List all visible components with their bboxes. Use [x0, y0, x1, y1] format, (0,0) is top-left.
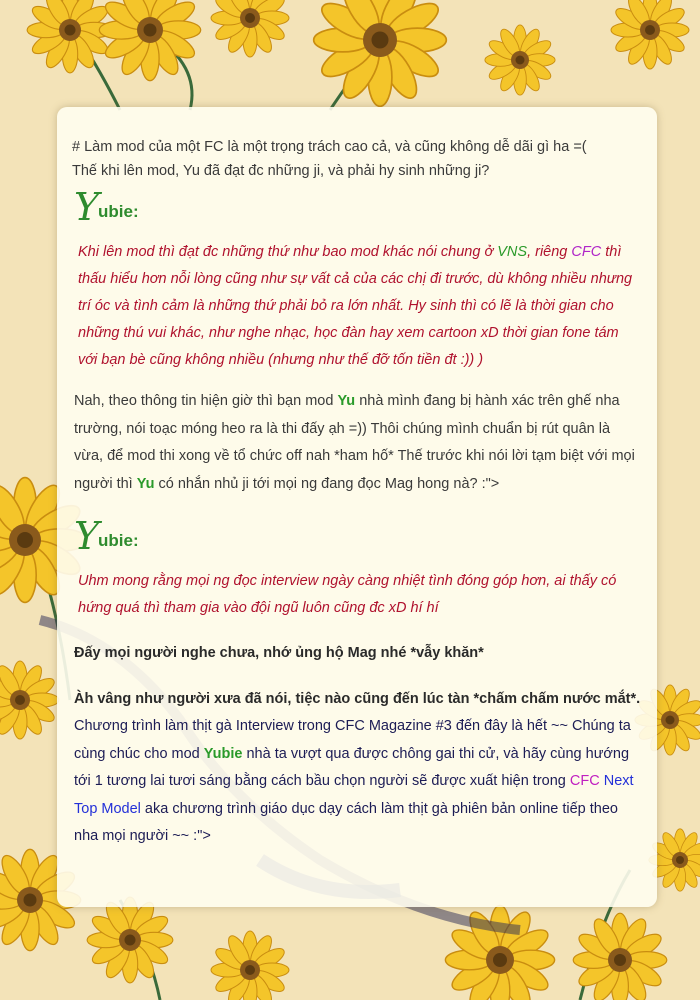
- yubie-name: Yubie: [203, 745, 243, 762]
- paragraph-4-text-c: nhà ta vượt qua được chông gai thi cử, và hãy cùng hướng tới 1 tương lai tươi sáng bằng cách bầu chọn người sẽ được xuất hiện trong: [74, 745, 630, 789]
- cfc-name: CFC: [569, 773, 600, 789]
- paragraph-2-text-b: nhà mình đang bị hành xác trên ghế nha trường, nói toạc móng heo ra là thi đấy ạh =)) Thôi chúng mình chuẩn bị rút quân là vừa, để mod thi xong về tổ chức off nah *ham hố* Thế trước khi nói lời tạm biệt với mọi người thì: [74, 393, 635, 492]
- answer-2: Uhm mong rằng mọi ng đọc interview ngày càng nhiệt tình đóng góp hơn, ai thấy có hứng quá thì tham gia vào đội ngũ luôn cũng đc xD hí hí: [78, 573, 617, 616]
- answer-1-text-b: , riêng: [527, 244, 572, 260]
- answer-1: [78, 239, 635, 374]
- yu-name-1: Yu: [337, 393, 356, 409]
- paragraph-3: Đấy mọi người nghe chưa, nhớ ủng hộ Mag nhé *vẫy khăn*: [74, 645, 484, 661]
- interview-card: [57, 107, 657, 907]
- paragraph-2-text-a: Nah, theo thông tin hiện giờ thì bạn mod: [74, 393, 338, 409]
- question-line-2: Thế khi lên mod, Yu đã đạt đc những ji, và phải hy sinh những ji?: [72, 163, 490, 179]
- speaker-initial: Y: [74, 185, 100, 229]
- paragraph-2: [74, 388, 641, 498]
- speaker-name: ubie:: [98, 202, 139, 221]
- answer-1-text-c: thì thấu hiểu hơn nỗi lòng cũng như sự vất cả của các chị đi trước, dù không nhiều nhưng trí óc và tình cảm là những thứ phải bỏ ra lớn nhất. Hy sinh thì có lẽ là thời gian cho những thú vui khác, như nghe nhạc, học đàn hay xem cartoon xD thời gian fone tám với bạn bè cũng không nhiều (nhưng như thế đỡ tốn tiền đt :)) ): [78, 244, 633, 368]
- next-top-model-link: Next Top Model: [74, 773, 634, 817]
- speaker-initial: Y: [74, 514, 100, 558]
- paragraph-4-text-a: Àh vâng như người xưa đã nói, tiệc nào cũng đến lúc tàn *chấm chấm nước mắt*.: [74, 690, 641, 707]
- paragraph-4-text-d: aka chương trình giáo dục dạy cách làm thịt gà phiên bản online tiếp theo nha mọi người ~~ :">: [74, 800, 618, 844]
- question: [72, 135, 641, 183]
- question-line-1: # Làm mod của một FC là một trọng trách cao cả, và cũng không dễ dãi gì ha =(: [72, 139, 587, 155]
- speaker-label-2: [72, 516, 641, 568]
- paragraph-4: [74, 686, 641, 851]
- vns-link: VNS: [497, 244, 528, 260]
- paragraph-4-text-b: Chương trình làm thịt gà Interview trong CFC Magazine #3 đến đây là hết ~~ Chúng ta cùng chúc cho mod: [74, 718, 631, 762]
- paragraph-2-text-c: có nhắn nhủ ji tới mọi ng đang đọc Mag hong nà? :">: [154, 475, 500, 492]
- answer-1-text-a: Khi lên mod thì đạt đc những thứ như bao mod khác nói chung ở: [78, 244, 498, 260]
- yu-name-2: Yu: [136, 475, 155, 492]
- speaker-name: ubie:: [98, 531, 139, 550]
- cfc-link: CFC: [571, 244, 602, 260]
- speaker-label-1: [72, 187, 641, 239]
